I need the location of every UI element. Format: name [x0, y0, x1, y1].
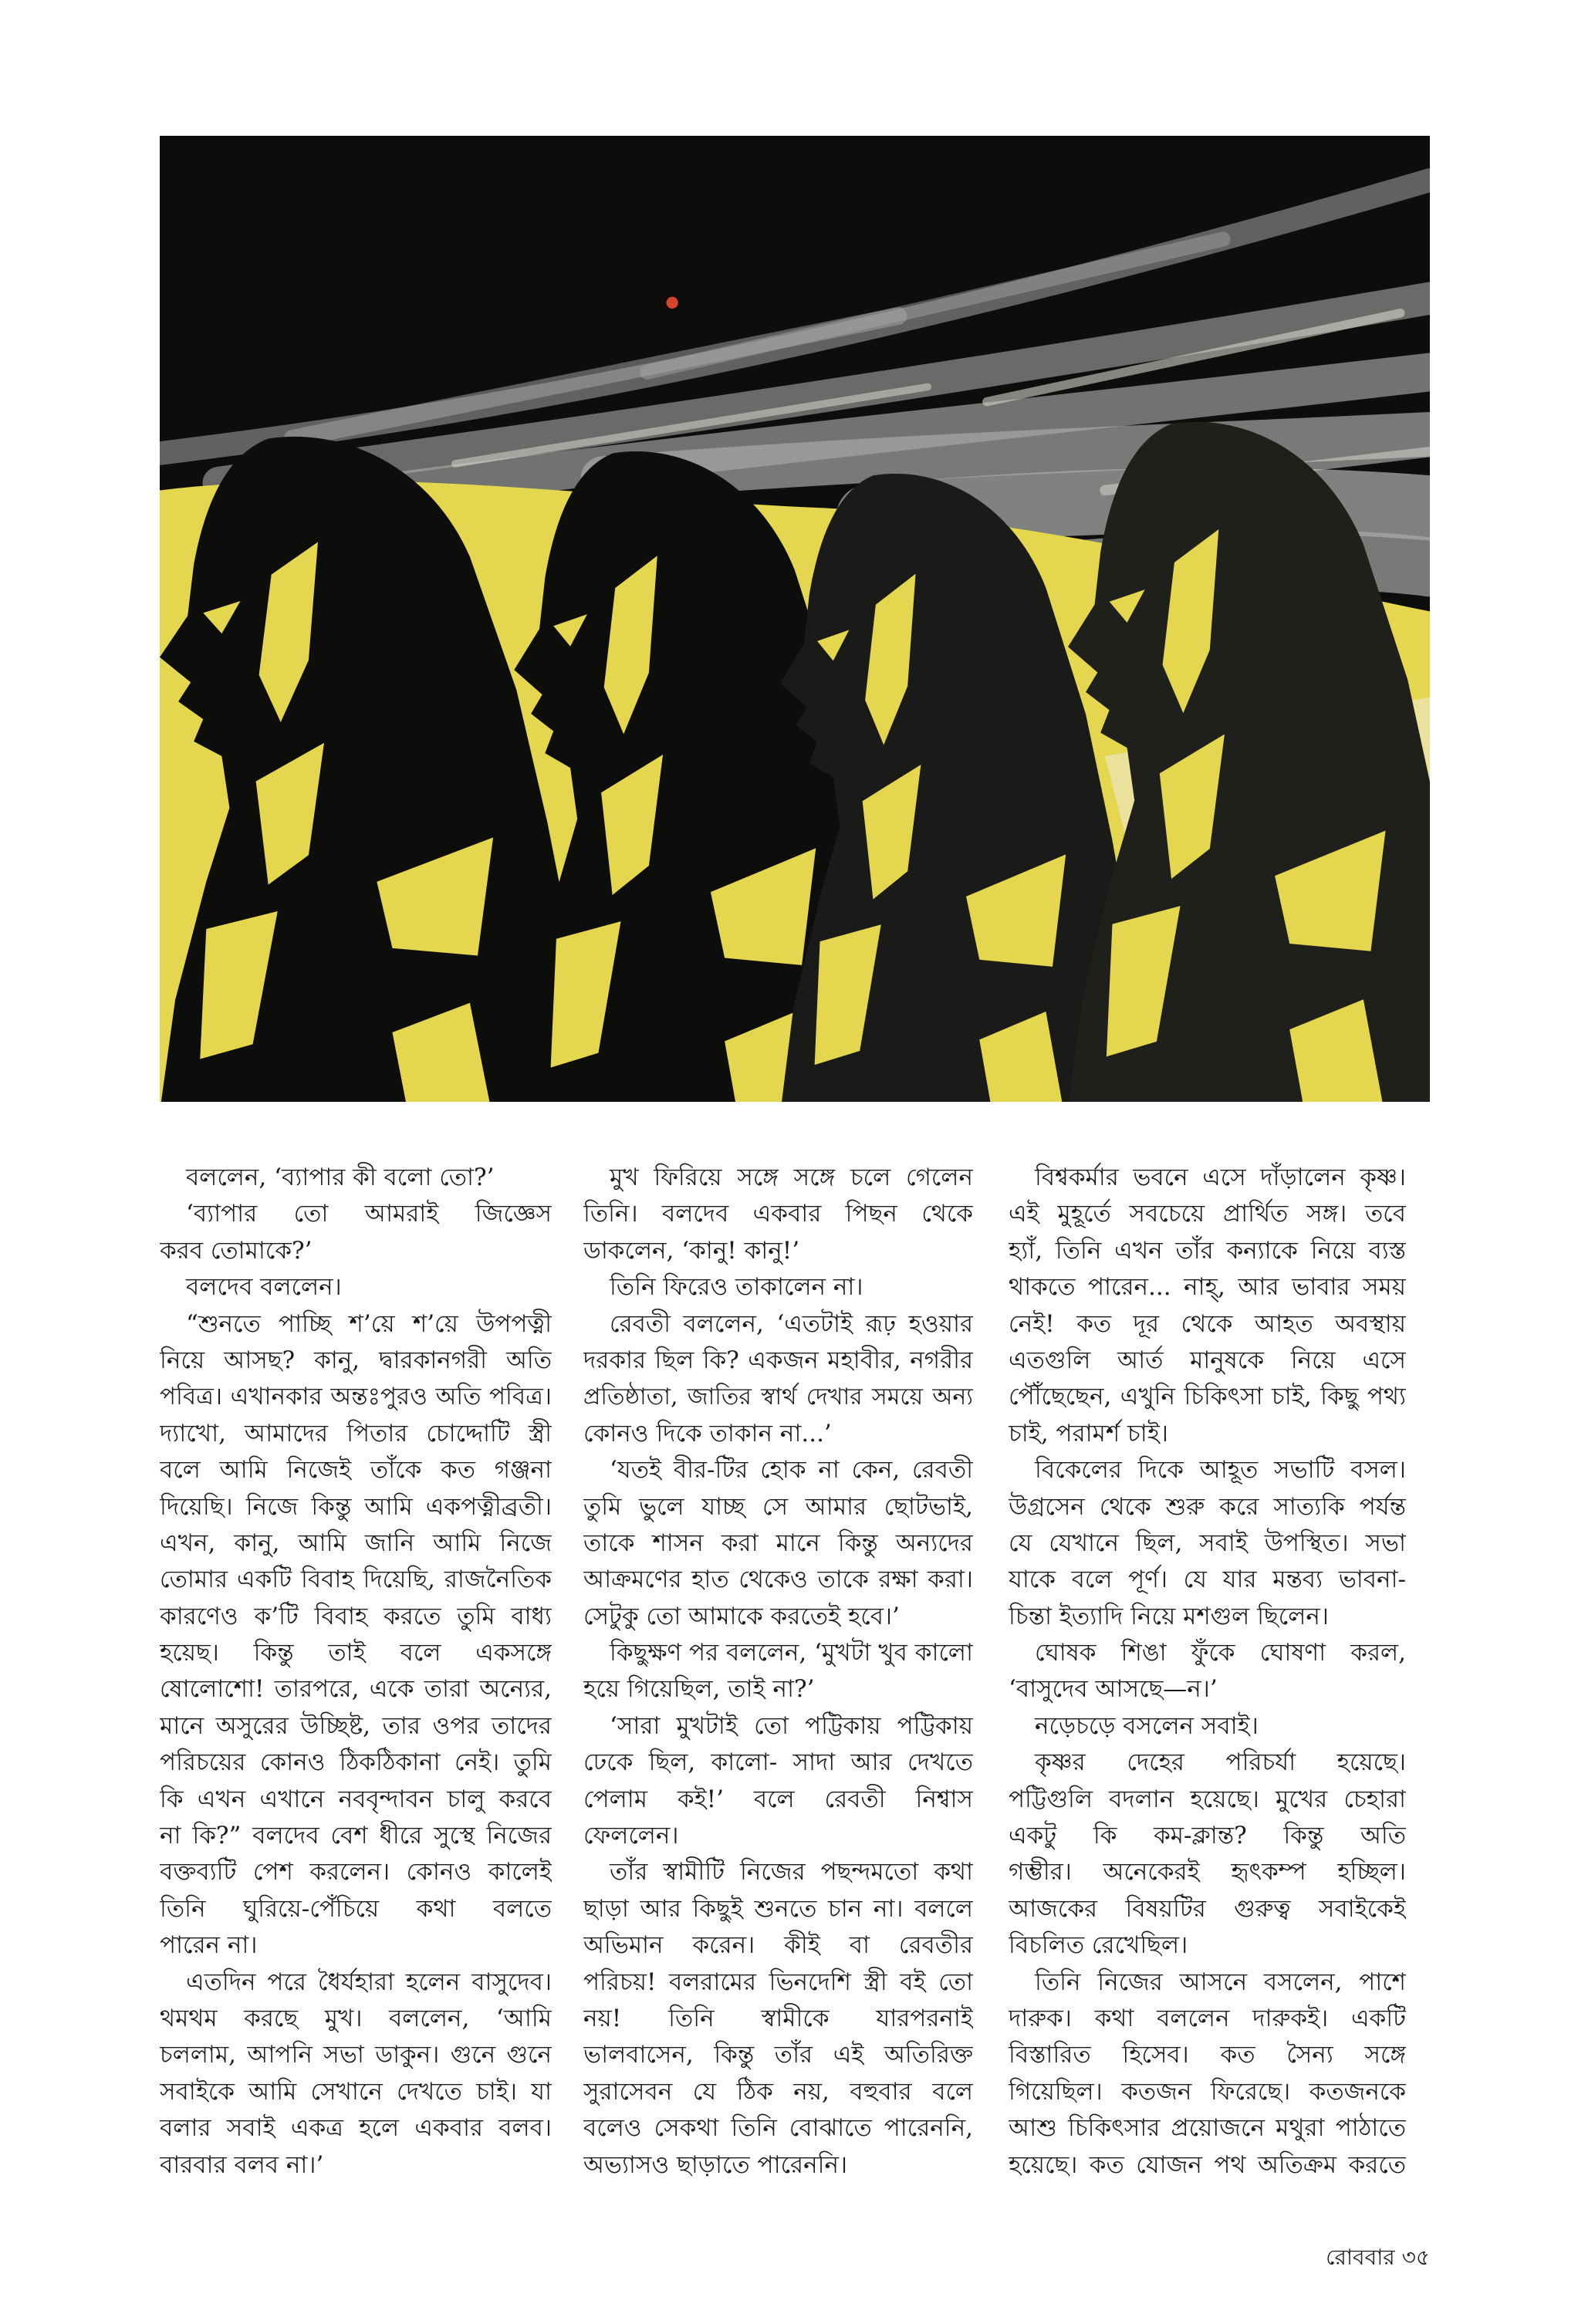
text-line: সবাইকে আমি সেখানে দেখতে চাই। যা	[160, 2077, 552, 2106]
text-line: কারণেও ক’টি বিবাহ করতে তুমি বাধ্য	[160, 1602, 552, 1630]
text-line: নেই! কত দূর থেকে আহত অবস্থায়	[1009, 1309, 1406, 1338]
text-line: গম্ভীর। অনেকেরই হৃৎকম্প হচ্ছিল।	[1009, 1858, 1406, 1887]
text-line: আশু চিকিৎসার প্রয়োজনে মথুরা পাঠাতে	[1009, 2114, 1406, 2143]
text-line: কি এখন এখানে নববৃন্দাবন চালু করবে	[160, 1785, 552, 1813]
text-line: হয়েছে। কত যোজন পথ অতিক্রম করতে	[1009, 2150, 1406, 2179]
text-line: ‘বাসুদেব আসছে—ন।’	[1009, 1675, 1218, 1704]
text-line: সেটুকু তো আমাকে করতেই হবে।’	[583, 1602, 900, 1630]
text-line: বক্তব্যটি পেশ করলেন। কোনও কালেই	[160, 1858, 552, 1887]
text-line: এখন, কানু, আমি জানি আমি নিজে	[160, 1529, 552, 1557]
text-line: দ্যাখো, আমাদের পিতার চোদ্দোটি স্ত্রী	[160, 1419, 552, 1447]
text-line: উগ্রসেন থেকে শুরু করে সাত্যকি পর্যন্ত	[1009, 1492, 1406, 1521]
text-line: অভিমান করেন। কীই বা রেবতীর	[583, 1931, 973, 1960]
text-line: আক্রমণের হাত থেকেও তাকে রক্ষা করা।	[583, 1566, 973, 1594]
text-line: অভ্যাসও ছাড়াতে পারেননি।	[583, 2150, 848, 2179]
text-line: পরিচয়! বলরামের ভিনদেশি স্ত্রী বই তো	[583, 1968, 973, 1996]
text-line: গিয়েছিল। কতজন ফিরেছে। কতজনকে	[1009, 2077, 1406, 2106]
text-line: তিনি ঘুরিয়ে-পেঁচিয়ে কথা বলতে	[160, 1894, 552, 1923]
text-line: সুরাসেবন যে ঠিক নয়, বহুবার বলে	[583, 2077, 973, 2106]
text-column-3	[1009, 1160, 1406, 2186]
text-line: বলার সবাই একত্র হলে একবার বলব।	[160, 2114, 552, 2143]
text-line: এতদিন পরে ধৈর্যহারা হলেন বাসুদেব।	[186, 1968, 552, 1996]
text-line: আজকের বিষয়টির গুরুত্ব সবাইকেই	[1009, 1894, 1406, 1923]
illustration-artwork	[160, 136, 1430, 1102]
text-line: তিনি। বলদেব একবার পিছন থেকে	[583, 1200, 973, 1228]
text-line: থমথম করছে মুখ। বললেন, ‘আমি	[160, 2004, 552, 2032]
text-line: কোনও দিকে তাকান না...’	[583, 1419, 832, 1447]
text-line: হ্যাঁ, তিনি এখন তাঁর কন্যাকে নিয়ে ব্যস্ত	[1009, 1236, 1406, 1265]
text-line: নিয়ে আসছ? কানু, দ্বারকানগরী অতি	[160, 1346, 552, 1374]
text-line: বিকেলের দিকে আহূত সভাটি বসল।	[1035, 1456, 1406, 1485]
text-line: ‘ব্যাপার তো আমরাই জিজ্ঞেস	[186, 1200, 552, 1228]
text-column-2	[583, 1160, 973, 2186]
text-line: চললাম, আপনি সভা ডাকুন। গুনে গুনে	[160, 2041, 552, 2069]
text-line: নড়েচড়ে বসলেন সবাই।	[1035, 1711, 1259, 1740]
magazine-section-name: রোববার	[1326, 2245, 1395, 2270]
text-line: বললেন, ‘ব্যাপার কী বলো তো?’	[186, 1164, 495, 1191]
text-column-1	[160, 1160, 552, 2186]
text-line: তিনি নিজের আসনে বসলেন, পাশে	[1035, 1968, 1406, 1996]
text-line: কিছুক্ষণ পর বললেন, ‘মুখটা খুব কালো	[610, 1639, 973, 1667]
text-line: পারেন না।	[160, 1931, 258, 1960]
text-line: করব তোমাকে?’	[160, 1236, 313, 1265]
text-line: ভালবাসেন, কিন্তু তাঁর এই অতিরিক্ত	[583, 2041, 973, 2069]
text-line: তাকে শাসন করা মানে কিন্তু অন্যদের	[583, 1529, 973, 1557]
text-line: ‘যতই বীর-টির হোক না কেন, রেবতী	[610, 1456, 973, 1485]
text-line: বিস্তারিত হিসেব। কত সৈন্য সঙ্গে	[1009, 2041, 1406, 2069]
text-line: না কি?” বলদেব বেশ ধীরে সুস্থে নিজের	[160, 1822, 552, 1850]
text-line: তোমার একটি বিবাহ দিয়েছি, রাজনৈতিক	[160, 1566, 552, 1594]
text-line: বারবার বলব না।’	[160, 2150, 324, 2179]
story-illustration	[160, 136, 1430, 1102]
text-line: নয়! তিনি স্বামীকে যারপরনাই	[583, 2004, 973, 2032]
text-line: ষোলোশো! তারপরে, একে তারা অন্যের,	[160, 1675, 552, 1704]
text-line: ঢেকে ছিল, কালো- সাদা আর দেখতে	[583, 1748, 973, 1777]
text-line: তাঁর স্বামীটি নিজের পছন্দমতো কথা	[610, 1858, 973, 1887]
text-line: তিনি ফিরেও তাকালেন না।	[610, 1273, 863, 1302]
text-line: “শুনতে পাচ্ছি শ’য়ে শ’য়ে উপপত্নী	[186, 1309, 552, 1338]
text-line: মানে অসুরের উচ্ছিষ্ট, তার ওপর তাদের	[160, 1711, 552, 1740]
text-line: চিন্তা ইত্যাদি নিয়ে মশগুল ছিলেন।	[1009, 1602, 1329, 1630]
text-line: পবিত্র। এখানকার অন্তঃপুরও অতি পবিত্র।	[160, 1383, 552, 1411]
text-line: বলদেব বললেন।	[186, 1273, 342, 1302]
text-line: প্রতিষ্ঠাতা, জাতির স্বার্থ দেখার সময়ে অন্য	[583, 1383, 973, 1411]
text-line: বিচলিত রেখেছিল।	[1009, 1931, 1188, 1960]
text-line: হয়ে গিয়েছিল, তাই না?’	[583, 1675, 815, 1704]
text-line: একটু কি কম-ক্লান্ত? কিন্তু অতি	[1009, 1822, 1406, 1850]
text-line: যে যেখানে ছিল, সবাই উপস্থিত। সভা	[1009, 1529, 1406, 1557]
text-line: পৌঁছেছেন, এখুনি চিকিৎসা চাই, কিছু পথ্য	[1009, 1383, 1406, 1411]
text-line: এই মুহূর্তে সবচেয়ে প্রার্থিত সঙ্গ। তবে	[1009, 1200, 1406, 1228]
text-line: রেবতী বললেন, ‘এতটাই রূঢ় হওয়ার	[610, 1309, 973, 1338]
text-line: বলেও সেকথা তিনি বোঝাতে পারেননি,	[583, 2114, 973, 2143]
text-line: দিয়েছি। নিজে কিন্তু আমি একপত্নীব্রতী।	[160, 1492, 552, 1521]
text-line: ফেললেন।	[583, 1822, 679, 1850]
text-line: পট্টিগুলি বদলান হয়েছে। মুখের চেহারা	[1009, 1785, 1406, 1813]
page-footer	[1198, 2242, 1430, 2273]
text-line: ছাড়া আর কিছুই শুনতে চান না। বললে	[583, 1894, 973, 1923]
text-line: ‘সারা মুখটাই তো পট্টিকায় পট্টিকায়	[610, 1711, 973, 1740]
text-line: তুমি ভুলে যাচ্ছ সে আমার ছোটভাই,	[583, 1492, 973, 1521]
text-line: বিশ্বকর্মার ভবনে এসে দাঁড়ালেন কৃষ্ণ।	[1035, 1164, 1406, 1191]
text-line: পেলাম কই!’ বলে রেবতী নিশ্বাস	[583, 1785, 973, 1813]
text-line: ঘোষক শিঙা ফুঁকে ঘোষণা করল,	[1035, 1639, 1406, 1667]
text-line: চাই, পরামর্শ চাই।	[1009, 1419, 1168, 1447]
text-line: ডাকলেন, ‘কানু! কানু!’	[583, 1236, 800, 1265]
page-number: ৩৫	[1401, 2245, 1430, 2270]
text-line: দারুক। কথা বললেন দারুকই। একটি	[1009, 2004, 1406, 2032]
text-line: এতগুলি আর্ত মানুষকে নিয়ে এসে	[1009, 1346, 1406, 1374]
text-line: হয়েছ। কিন্তু তাই বলে একসঙ্গে	[160, 1639, 552, 1667]
text-line: মুখ ফিরিয়ে সঙ্গে সঙ্গে চলে গেলেন	[610, 1164, 973, 1191]
text-line: বলে আমি নিজেই তাঁকে কত গঞ্জনা	[160, 1456, 552, 1485]
text-line: দরকার ছিল কি? একজন মহাবীর, নগরীর	[583, 1346, 973, 1374]
text-line: থাকতে পারেন... নাহ্‌, আর ভাবার সময়	[1009, 1273, 1406, 1302]
text-line: পরিচয়ের কোনও ঠিকঠিকানা নেই। তুমি	[160, 1748, 552, 1777]
text-line: কৃষ্ণর দেহের পরিচর্যা হয়েছে।	[1035, 1748, 1406, 1777]
text-line: যাকে বলে পূর্ণ। যে যার মন্তব্য ভাবনা-	[1009, 1566, 1406, 1594]
red-paint-speck	[666, 297, 678, 309]
